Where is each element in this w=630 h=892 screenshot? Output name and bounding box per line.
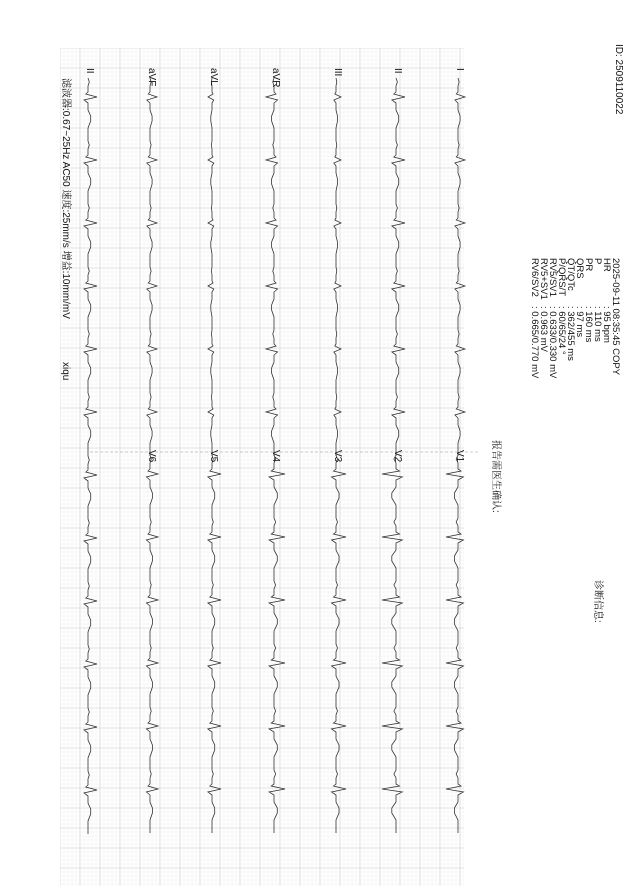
lead-label-left: aVF bbox=[146, 68, 157, 87]
lead-label-left: I bbox=[454, 68, 465, 71]
lead-label-left: II bbox=[392, 68, 403, 74]
measurement-label: QT/QTc bbox=[565, 258, 576, 291]
measurement-value: : 362/455 ms bbox=[565, 306, 576, 361]
footer-settings: 滤波器:0.67~25Hz AC50 速度:25mm/s 增益:10mm/mV bbox=[60, 78, 71, 319]
measurement-row bbox=[566, 258, 575, 378]
lead-trace bbox=[334, 78, 341, 456]
measurement-label: RV5+SV1 bbox=[538, 258, 549, 300]
confirm-label: 报告需医生确认: bbox=[490, 440, 501, 513]
measurement-label: PR bbox=[583, 258, 594, 272]
measurements-block bbox=[530, 258, 620, 378]
measurement-value: : 0.633/0.330 mV bbox=[547, 306, 558, 379]
measurement-row bbox=[584, 258, 593, 378]
measurement-rows bbox=[530, 258, 611, 378]
measurement-row bbox=[575, 258, 584, 378]
lead-trace bbox=[446, 455, 463, 833]
lead-label-right: V1 bbox=[454, 450, 465, 463]
measurement-label: HR bbox=[601, 258, 612, 272]
measurement-label: QRS bbox=[574, 258, 585, 279]
lead-label-right: V3 bbox=[332, 450, 343, 463]
measurement-value: : 160 ms bbox=[583, 306, 594, 343]
measurement-label: RV5/SV1 bbox=[547, 258, 558, 297]
lead-trace bbox=[455, 78, 465, 456]
measurement-value: : 110 ms bbox=[592, 306, 603, 342]
measurement-value: : 0.963 mV bbox=[538, 306, 549, 352]
measurement-label: RV6/SV2 bbox=[529, 258, 540, 297]
lead-label-right: V2 bbox=[392, 450, 403, 463]
lead-trace bbox=[392, 78, 405, 456]
measurement-value: : 95 bpm bbox=[601, 306, 612, 343]
measurement-value: : 97 ms bbox=[574, 306, 585, 338]
measurement-label: P/QRS/T bbox=[556, 258, 567, 297]
report-datetime: 2025-09-11 08:35:45 COPY bbox=[610, 258, 621, 376]
measurement-value: : 60/65/24 ° bbox=[556, 306, 567, 355]
lead-trace bbox=[147, 78, 157, 456]
operator-name: xiqu bbox=[60, 362, 71, 381]
lead-trace bbox=[208, 455, 221, 833]
lead-trace bbox=[146, 455, 158, 833]
lead-trace bbox=[84, 78, 97, 834]
measurement-label: P bbox=[592, 258, 603, 265]
lead-trace bbox=[332, 455, 347, 833]
patient-id: ID: 2509110022 bbox=[613, 44, 624, 115]
lead-trace bbox=[266, 78, 278, 456]
lead-trace bbox=[269, 455, 285, 833]
measurement-row bbox=[593, 258, 602, 378]
lead-label-left: aVR bbox=[270, 68, 281, 88]
lead-label-right: V4 bbox=[270, 450, 281, 463]
diagnosis-label: 诊断信息: bbox=[592, 580, 603, 623]
lead-label-right: V5 bbox=[208, 450, 219, 463]
lead-trace bbox=[382, 455, 402, 833]
lead-trace bbox=[208, 78, 214, 456]
lead-label-right: V6 bbox=[146, 450, 157, 463]
lead-label-left: II bbox=[84, 68, 95, 74]
lead-label-left: aVL bbox=[208, 68, 219, 86]
measurement-row bbox=[530, 258, 539, 378]
measurement-value: : 0.665/0.770 mV bbox=[529, 306, 540, 379]
measurement-row bbox=[548, 258, 557, 378]
lead-label-left: III bbox=[332, 68, 343, 77]
